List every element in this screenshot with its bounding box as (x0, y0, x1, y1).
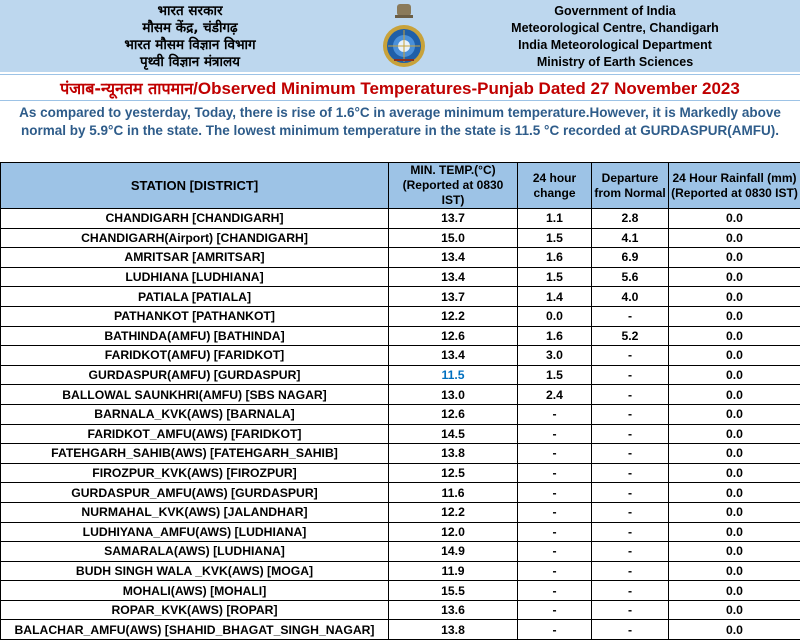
cell-station: SAMARALA(AWS) [LUDHIANA] (1, 542, 389, 562)
cell-rainfall: 0.0 (669, 404, 800, 424)
title-hindi: पंजाब-न्यूनतम तापमान (60, 79, 193, 98)
table-row (1, 463, 800, 483)
cell-station: BARNALA_KVK(AWS) [BARNALA] (1, 404, 389, 424)
cell-station: FIROZPUR_KVK(AWS) [FIROZPUR] (1, 463, 389, 483)
header-rainfall-line2: (Reported at 0830 IST) (671, 186, 798, 201)
cell-station: BATHINDA(AMFU) [BATHINDA] (1, 326, 389, 346)
cell-rainfall: 0.0 (669, 267, 800, 287)
cell-departure: 4.0 (592, 287, 669, 307)
cell-min-temp: 12.2 (389, 306, 518, 326)
cell-rainfall: 0.0 (669, 326, 800, 346)
cell-change: - (518, 404, 592, 424)
temperature-table (0, 162, 800, 640)
cell-change: - (518, 620, 592, 640)
header-rainfall (669, 163, 800, 209)
imd-emblem-icon (380, 2, 428, 70)
cell-min-temp: 12.6 (389, 326, 518, 346)
table-row (1, 306, 800, 326)
cell-change: - (518, 542, 592, 562)
cell-rainfall: 0.0 (669, 542, 800, 562)
cell-min-temp: 11.6 (389, 483, 518, 503)
cell-min-temp: 12.0 (389, 522, 518, 542)
header-hindi-line: भारत मौसम विज्ञान विभाग (0, 37, 380, 54)
header-departure (592, 163, 669, 209)
cell-rainfall: 0.0 (669, 424, 800, 444)
cell-departure: 4.1 (592, 228, 669, 248)
cell-rainfall: 0.0 (669, 483, 800, 503)
cell-departure: - (592, 444, 669, 464)
cell-change: - (518, 463, 592, 483)
cell-min-temp: 11.5 (389, 365, 518, 385)
title-english: /Observed Minimum Temperatures-Punjab Dated 27 November 2023 (193, 79, 740, 98)
cell-min-temp: 13.8 (389, 444, 518, 464)
cell-rainfall: 0.0 (669, 365, 800, 385)
table-row (1, 424, 800, 444)
cell-rainfall: 0.0 (669, 581, 800, 601)
table-row (1, 385, 800, 405)
cell-station: LUDHIYANA_AMFU(AWS) [LUDHIANA] (1, 522, 389, 542)
cell-rainfall: 0.0 (669, 287, 800, 307)
cell-departure: - (592, 385, 669, 405)
header-change-line2: change (520, 186, 589, 201)
header-station: STATION [DISTRICT] (1, 163, 389, 209)
cell-departure: - (592, 600, 669, 620)
header-departure-line1: Departure (594, 171, 666, 186)
cell-departure: - (592, 502, 669, 522)
cell-rainfall: 0.0 (669, 385, 800, 405)
cell-min-temp: 15.0 (389, 228, 518, 248)
cell-station: AMRITSAR [AMRITSAR] (1, 248, 389, 268)
cell-change: - (518, 581, 592, 601)
header-min-temp-line2: (Reported at 0830 IST) (391, 178, 515, 208)
header-english-line: India Meteorological Department (430, 37, 800, 54)
cell-departure: - (592, 581, 669, 601)
table-row (1, 209, 800, 229)
cell-min-temp: 13.7 (389, 209, 518, 229)
cell-station: FARIDKOT(AMFU) [FARIDKOT] (1, 346, 389, 366)
table-row (1, 228, 800, 248)
cell-change: - (518, 444, 592, 464)
table-row (1, 620, 800, 640)
cell-min-temp: 13.4 (389, 346, 518, 366)
header-departure-line2: from Normal (594, 186, 666, 201)
cell-rainfall: 0.0 (669, 306, 800, 326)
cell-rainfall: 0.0 (669, 620, 800, 640)
header-hindi-line: मौसम केंद्र, चंडीगढ़ (0, 20, 380, 37)
header-hindi (0, 3, 380, 71)
header-min-temp (389, 163, 518, 209)
cell-rainfall: 0.0 (669, 228, 800, 248)
cell-departure: - (592, 404, 669, 424)
table-row (1, 502, 800, 522)
cell-departure: - (592, 346, 669, 366)
cell-rainfall: 0.0 (669, 209, 800, 229)
cell-min-temp: 13.6 (389, 600, 518, 620)
cell-min-temp: 12.5 (389, 463, 518, 483)
header-min-temp-line1: MIN. TEMP.(°C) (391, 163, 515, 178)
cell-departure: - (592, 463, 669, 483)
cell-station: BUDH SINGH WALA _KVK(AWS) [MOGA] (1, 561, 389, 581)
cell-departure: - (592, 561, 669, 581)
cell-rainfall: 0.0 (669, 346, 800, 366)
cell-departure: - (592, 542, 669, 562)
table-row (1, 561, 800, 581)
cell-station: ROPAR_KVK(AWS) [ROPAR] (1, 600, 389, 620)
header-change (518, 163, 592, 209)
cell-min-temp: 13.8 (389, 620, 518, 640)
cell-station: MOHALI(AWS) [MOHALI] (1, 581, 389, 601)
header-english-line: Ministry of Earth Sciences (430, 54, 800, 71)
cell-departure: - (592, 522, 669, 542)
table-row (1, 326, 800, 346)
cell-station: BALLOWAL SAUNKHRI(AMFU) [SBS NAGAR] (1, 385, 389, 405)
cell-change: 3.0 (518, 346, 592, 366)
cell-change: - (518, 502, 592, 522)
table-row (1, 404, 800, 424)
cell-station: NURMAHAL_KVK(AWS) [JALANDHAR] (1, 502, 389, 522)
table-row (1, 248, 800, 268)
cell-station: CHANDIGARH(Airport) [CHANDIGARH] (1, 228, 389, 248)
cell-rainfall: 0.0 (669, 248, 800, 268)
table-row (1, 581, 800, 601)
cell-rainfall: 0.0 (669, 463, 800, 483)
table-row (1, 522, 800, 542)
cell-change: 2.4 (518, 385, 592, 405)
cell-departure: - (592, 424, 669, 444)
header-rainfall-line1: 24 Hour Rainfall (mm) (671, 171, 798, 186)
cell-min-temp: 14.9 (389, 542, 518, 562)
cell-change: 1.1 (518, 209, 592, 229)
cell-change: - (518, 561, 592, 581)
table-row (1, 287, 800, 307)
cell-change: 1.5 (518, 365, 592, 385)
cell-station: FARIDKOT_AMFU(AWS) [FARIDKOT] (1, 424, 389, 444)
cell-change: - (518, 424, 592, 444)
table-row (1, 600, 800, 620)
cell-change: - (518, 600, 592, 620)
table-body (1, 209, 800, 640)
summary-text: As compared to yesterday, Today, there is rise of 1.6°C in average minimum temperature.However, it is Markedly above normal by 5.9°C in the state. The lowest minimum temperature in the state is 11.5 °C recorded at GURDASPUR(AMFU). (10, 104, 790, 140)
header-english (430, 3, 800, 71)
table-row (1, 542, 800, 562)
table-row (1, 346, 800, 366)
cell-station: PATHANKOT [PATHANKOT] (1, 306, 389, 326)
cell-change: 1.5 (518, 228, 592, 248)
header-hindi-line: पृथ्वी विज्ञान मंत्रालय (0, 54, 380, 71)
cell-rainfall: 0.0 (669, 522, 800, 542)
cell-min-temp: 13.4 (389, 267, 518, 287)
cell-departure: - (592, 365, 669, 385)
cell-change: 1.5 (518, 267, 592, 287)
header-change-line1: 24 hour (520, 171, 589, 186)
cell-departure: 2.8 (592, 209, 669, 229)
cell-min-temp: 15.5 (389, 581, 518, 601)
cell-change: 0.0 (518, 306, 592, 326)
cell-min-temp: 12.2 (389, 502, 518, 522)
cell-change: 1.6 (518, 326, 592, 346)
cell-min-temp: 12.6 (389, 404, 518, 424)
table-header-row (1, 163, 800, 209)
cell-departure: - (592, 620, 669, 640)
cell-station: BALACHAR_AMFU(AWS) [SHAHID_BHAGAT_SINGH_NAGAR] (1, 620, 389, 640)
header-hindi-line: भारत सरकार (0, 3, 380, 20)
cell-min-temp: 13.4 (389, 248, 518, 268)
cell-change: - (518, 483, 592, 503)
cell-station: CHANDIGARH [CHANDIGARH] (1, 209, 389, 229)
cell-rainfall: 0.0 (669, 561, 800, 581)
cell-change: - (518, 522, 592, 542)
cell-min-temp: 13.0 (389, 385, 518, 405)
header-english-line: Government of India (430, 3, 800, 20)
table-row (1, 365, 800, 385)
cell-departure: 5.2 (592, 326, 669, 346)
cell-min-temp: 14.5 (389, 424, 518, 444)
cell-departure: - (592, 483, 669, 503)
cell-station: FATEHGARH_SAHIB(AWS) [FATEHGARH_SAHIB] (1, 444, 389, 464)
cell-change: 1.4 (518, 287, 592, 307)
header-english-line: Meteorological Centre, Chandigarh (430, 20, 800, 37)
cell-departure: - (592, 306, 669, 326)
header-banner (0, 0, 800, 72)
cell-departure: 6.9 (592, 248, 669, 268)
cell-station: PATIALA [PATIALA] (1, 287, 389, 307)
cell-station: LUDHIANA [LUDHIANA] (1, 267, 389, 287)
table-row (1, 267, 800, 287)
cell-min-temp: 13.7 (389, 287, 518, 307)
cell-rainfall: 0.0 (669, 502, 800, 522)
table-row (1, 483, 800, 503)
cell-change: 1.6 (518, 248, 592, 268)
cell-min-temp: 11.9 (389, 561, 518, 581)
cell-station: GURDASPUR(AMFU) [GURDASPUR] (1, 365, 389, 385)
cell-rainfall: 0.0 (669, 600, 800, 620)
cell-station: GURDASPUR_AMFU(AWS) [GURDASPUR] (1, 483, 389, 503)
cell-departure: 5.6 (592, 267, 669, 287)
page-title (0, 74, 800, 101)
cell-rainfall: 0.0 (669, 444, 800, 464)
table-row (1, 444, 800, 464)
